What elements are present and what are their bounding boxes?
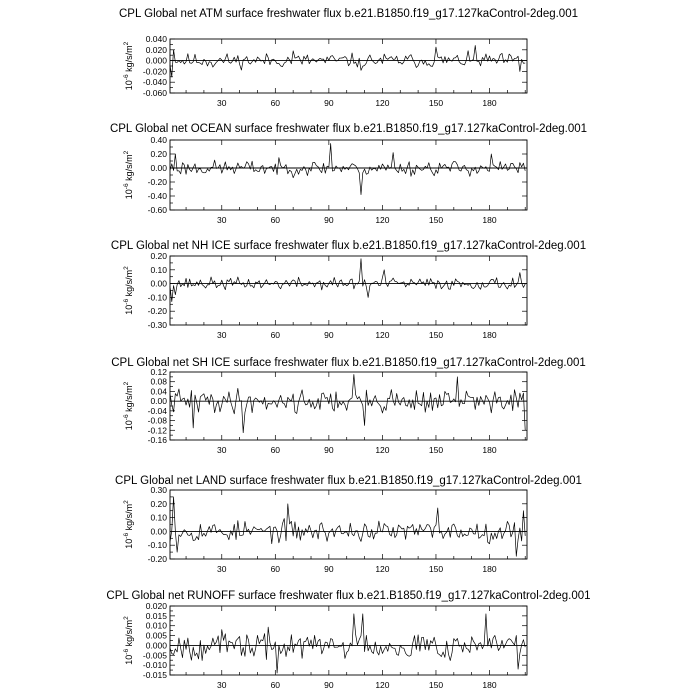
y-axis-label: $10^{-6}$ $kg/s/m^2$ — [123, 266, 134, 315]
y-tick-label: -0.30 — [147, 320, 167, 330]
plot-frame — [170, 372, 527, 440]
x-tick-label: 60 — [270, 680, 281, 690]
chart-panel-1 — [110, 123, 587, 225]
y-tick-label: 0.00 — [150, 163, 167, 173]
y-tick-label: 0.010 — [145, 620, 167, 631]
y-tick-label: -0.04 — [147, 405, 167, 416]
x-tick-label: 30 — [217, 680, 227, 690]
y-axis-label: $10^{-6}$ $kg/s/m^2$ — [123, 616, 134, 665]
x-tick-label: 30 — [217, 330, 227, 340]
y-tick-label: 0.00 — [150, 278, 167, 289]
x-tick-label: 150 — [428, 564, 444, 574]
chart-title: CPL Global net NH ICE surface freshwater flux b.e21.B1850.f19_g17.127kaControl-2deg.001 — [110, 240, 587, 252]
y-tick-label: -0.060 — [142, 88, 167, 98]
y-tick-label: 0.000 — [145, 55, 167, 66]
x-tick-label: 120 — [375, 564, 390, 574]
x-tick-label: 150 — [428, 445, 444, 455]
x-tick-label: 90 — [324, 564, 334, 574]
y-axis-label: $10^{-6}$ $kg/s/m^2$ — [123, 381, 134, 431]
y-tick-label: 0.20 — [150, 149, 167, 159]
x-tick-label: 90 — [324, 330, 334, 340]
x-tick-label: 30 — [217, 215, 227, 225]
series-line — [170, 259, 525, 302]
plot-frame — [170, 256, 527, 325]
series-line — [170, 45, 525, 76]
x-tick-label: 180 — [482, 215, 497, 225]
chart-panel-0 — [119, 8, 578, 108]
chart-title: CPL Global net ATM surface freshwater flux b.e21.B1850.f19_g17.127kaControl-2deg.001 — [118, 8, 579, 20]
chart-panel-4 — [115, 475, 582, 574]
series-line — [170, 497, 525, 556]
x-tick-label: 120 — [375, 215, 390, 225]
y-axis-label: $10^{-6}$ $kg/s/m^2$ — [123, 500, 134, 549]
series-line — [170, 144, 525, 195]
y-tick-label: 0.30 — [150, 485, 167, 495]
x-tick-label: 180 — [482, 445, 497, 455]
y-tick-label: 0.10 — [150, 264, 167, 275]
x-tick-label: 120 — [375, 445, 390, 455]
x-tick-label: 150 — [428, 330, 444, 340]
x-tick-label: 180 — [482, 680, 497, 690]
chart-title: CPL Global net OCEAN surface freshwater flux b.e21.B1850.f19_g17.127kaControl-2deg.001 — [109, 123, 588, 135]
x-tick-label: 90 — [324, 445, 334, 455]
y-tick-label: 0.020 — [145, 601, 167, 611]
y-tick-label: 0.000 — [145, 640, 167, 651]
x-tick-label: 60 — [270, 445, 281, 455]
y-tick-label: 0.005 — [145, 630, 167, 641]
y-tick-label: -0.20 — [147, 554, 167, 564]
y-tick-label: -0.12 — [147, 425, 167, 436]
y-tick-label: 0.015 — [145, 610, 167, 621]
x-tick-label: 180 — [482, 330, 497, 340]
chart-panel-5 — [106, 590, 590, 690]
x-tick-label: 90 — [324, 98, 334, 108]
y-tick-label: -0.005 — [142, 650, 167, 661]
y-tick-label: -0.20 — [147, 306, 167, 317]
y-tick-label: -0.010 — [142, 660, 167, 671]
y-axis-label: $10^{-6}$ $kg/s/m^2$ — [123, 41, 134, 91]
y-tick-label: -0.10 — [147, 540, 167, 551]
x-tick-label: 150 — [428, 215, 444, 225]
y-tick-label: -0.40 — [147, 191, 167, 201]
y-tick-label: -0.10 — [147, 292, 167, 303]
x-tick-label: 60 — [270, 98, 281, 108]
y-tick-label: 0.020 — [145, 44, 167, 55]
y-tick-label: 0.12 — [150, 367, 167, 377]
chart-title: CPL Global net LAND surface freshwater flux b.e21.B1850.f19_g17.127kaControl-2deg.001 — [115, 475, 582, 487]
y-tick-label: 0.20 — [150, 498, 167, 509]
y-tick-label: 0.40 — [150, 135, 167, 145]
chart-panel-3 — [111, 357, 586, 455]
chart-title: CPL Global net RUNOFF surface freshwater flux b.e21.B1850.f19_g17.127kaControl-2deg.001 — [106, 590, 591, 602]
x-tick-label: 30 — [217, 445, 227, 455]
series-line — [170, 374, 525, 432]
x-tick-label: 120 — [375, 330, 390, 340]
y-tick-label: 0.20 — [150, 251, 167, 261]
x-tick-label: 30 — [217, 98, 227, 108]
y-tick-label: 0.08 — [150, 376, 167, 387]
y-tick-label: -0.020 — [142, 66, 167, 77]
series-line — [170, 614, 525, 673]
x-tick-label: 90 — [324, 680, 334, 690]
plot-frame — [170, 490, 527, 559]
x-tick-label: 30 — [217, 564, 227, 574]
plot-frame — [170, 140, 527, 210]
y-tick-label: -0.60 — [147, 205, 167, 215]
chart-panel-2 — [111, 240, 586, 340]
x-tick-label: 60 — [270, 564, 281, 574]
y-tick-label: -0.015 — [142, 670, 167, 680]
y-tick-label: 0.10 — [150, 512, 167, 523]
y-tick-label: 0.00 — [150, 526, 167, 537]
y-tick-label: 0.04 — [150, 386, 167, 397]
x-tick-label: 180 — [482, 98, 497, 108]
y-tick-label: -0.16 — [147, 435, 167, 445]
y-tick-label: -0.20 — [147, 177, 167, 187]
y-axis-label: $10^{-6}$ $kg/s/m^2$ — [123, 150, 134, 200]
y-tick-label: 0.00 — [150, 396, 167, 407]
x-tick-label: 150 — [428, 680, 444, 690]
chart-title: CPL Global net SH ICE surface freshwater flux b.e21.B1850.f19_g17.127kaControl-2deg.001 — [111, 357, 586, 369]
x-tick-label: 90 — [324, 215, 334, 225]
y-tick-label: -0.040 — [142, 77, 167, 88]
y-tick-label: 0.040 — [145, 34, 167, 44]
x-tick-label: 60 — [270, 215, 281, 225]
y-tick-label: -0.08 — [147, 415, 167, 426]
x-tick-label: 180 — [482, 564, 497, 574]
x-tick-label: 120 — [375, 680, 390, 690]
x-tick-label: 120 — [375, 98, 390, 108]
x-tick-label: 60 — [270, 330, 281, 340]
x-tick-label: 150 — [428, 98, 444, 108]
